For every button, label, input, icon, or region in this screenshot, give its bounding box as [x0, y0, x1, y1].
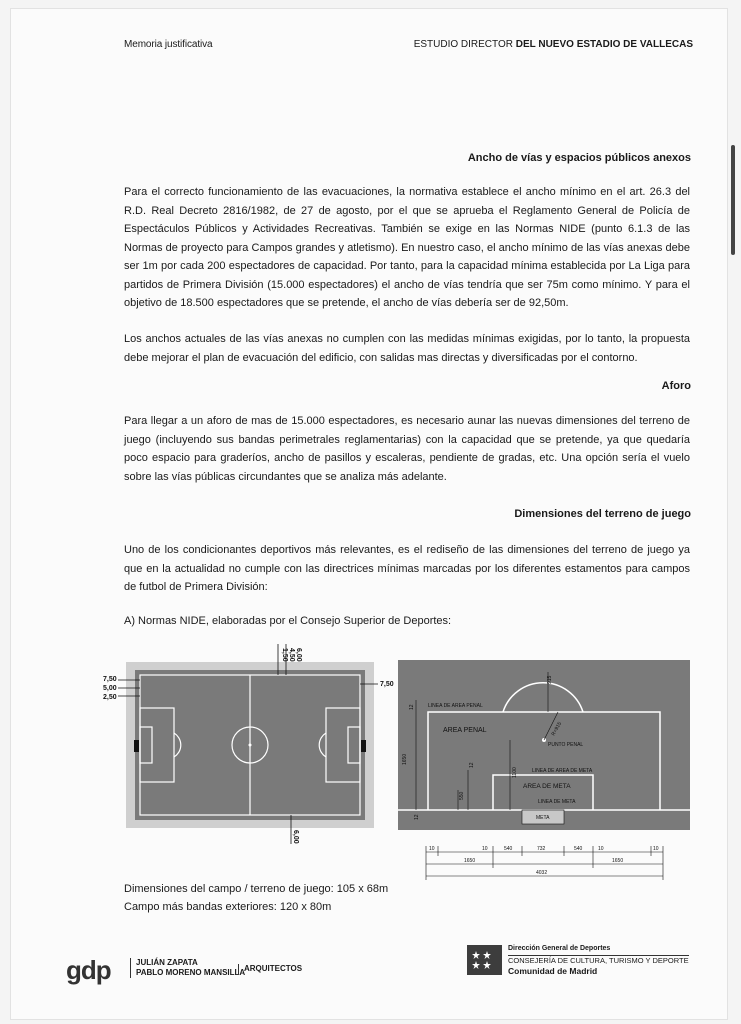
name-2: PABLO MORENO MANSILLA — [136, 968, 246, 977]
comunidad-madrid: Comunidad de Madrid — [508, 966, 598, 976]
dim-1650-left: 1650 — [464, 858, 476, 864]
dim-550: 550 — [459, 791, 465, 800]
dim-arc: 915 — [547, 675, 553, 684]
label-area-penal: AREA PENAL — [443, 727, 487, 734]
arquitectos-label: ARQUITECTOS — [238, 964, 302, 974]
label-meta: META — [536, 815, 550, 821]
nide-label: A) Normas NIDE, elaboradas por el Consejo Superior de Deportes: — [124, 615, 452, 627]
label-linea-area-meta: LINEA DE AREA DE META — [532, 768, 593, 774]
caption-dimensions: Dimensiones del campo / terreno de juego: 105 x 68m — [124, 883, 389, 895]
dim-left-1: 7,50 — [103, 676, 117, 683]
label-linea-meta: LINEA DE META — [538, 799, 576, 805]
section-title-ancho: Ancho de vías y espacios públicos anexos — [467, 152, 691, 164]
paragraph-aforo: Para llegar a un aforo de mas de 15.000 espectadores, es necesario aunar las nuevas dimensiones del terreno de juego (incluyendo sus bandas perimetrales reglamentarias) con la capacidad que se pretende, ya que quedaría poco espacio para graderíos, ancho de pasillos y escaleras, pendiente de gradas, etc. Una opción sería el vuelo sobre las vías públicas circundantes que se analiza más adelante. — [124, 415, 690, 483]
section-title-aforo: Aforo — [661, 380, 691, 392]
dim-b-1: 10 — [429, 846, 435, 852]
pitch-diagram — [98, 640, 398, 850]
architects-names — [130, 958, 245, 978]
paragraph-ancho-2: Los anchos actuales de las vías anexas no cumplen con las medidas mínimas exigidas, por lo tanto, la propuesta debe mejorar el plan de evacuación del edificio, con salidas mas directas y diversificadas por el contorno. — [124, 333, 690, 364]
dim-4032: 4032 — [536, 870, 548, 876]
dim-b-3: 540 — [504, 846, 513, 852]
dim-1100: 1100 — [512, 767, 518, 778]
dim-b-4: 732 — [537, 846, 546, 852]
dim-bottom: 6,00 — [292, 830, 299, 844]
direccion-general: Dirección General de Deportes — [508, 944, 689, 956]
dim-b-5: 540 — [574, 846, 583, 852]
dim-1650-right: 1650 — [612, 858, 624, 864]
label-punto-penal: PUNTO PENAL — [548, 742, 584, 748]
dim-b-7: 10 — [653, 846, 659, 852]
gdp-logo: gdp — [66, 955, 111, 985]
dim-top-3: 1,50 — [281, 648, 288, 662]
label-area-meta: AREA DE META — [523, 783, 571, 790]
consejeria: CONSEJERÍA DE CULTURA, TURISMO Y DEPORTE — [508, 955, 689, 965]
dim-left-top: 12 — [409, 704, 415, 710]
label-linea-area-penal: LINEA DE AREA PENAL — [428, 703, 483, 709]
dim-b-2: 10 — [482, 846, 488, 852]
dim-12a: 12 — [469, 762, 475, 768]
comunidad-madrid-text — [508, 944, 689, 977]
dim-12b: 12 — [414, 814, 420, 820]
caption-bands: Campo más bandas exteriores: 120 x 80m — [124, 901, 332, 913]
dim-right: 7,50 — [380, 681, 394, 688]
dim-left-3: 2,50 — [103, 694, 117, 701]
dim-left-2: 5,00 — [103, 685, 117, 692]
name-1: JULIÁN ZAPATA — [136, 958, 198, 967]
dim-b-6: 10 — [598, 846, 604, 852]
dim-radius: R=915 — [550, 721, 564, 737]
penalty-area-diagram — [398, 660, 693, 885]
dim-top-1: 6,00 — [295, 648, 302, 662]
section-title-dimensiones: Dimensiones del terreno de juego — [514, 508, 691, 520]
header-right — [414, 39, 693, 50]
header-right-prefix: ESTUDIO DIRECTOR — [413, 39, 513, 50]
header-left: Memoria justificativa — [124, 39, 213, 50]
dim-top-2: 4,50 — [288, 648, 295, 662]
comunidad-madrid-flag-icon — [467, 945, 502, 975]
scrollbar[interactable] — [731, 145, 735, 255]
dim-left-height: 1650 — [402, 753, 408, 765]
paragraph-dimensiones: Uno de los condicionantes deportivos más relevantes, es el rediseño de las dimensiones del terreno de juego ya que en la actualidad no cumple con las directrices mínimas marcadas por los diferentes estamentos para campos de futbol de Primera División: — [124, 544, 690, 593]
header-right-bold: DEL NUEVO ESTADIO DE VALLECAS — [515, 39, 693, 50]
paragraph-ancho-1: Para el correcto funcionamiento de las evacuaciones, la normativa establece el ancho mínimo en el art. 26.3 del R.D. Real Decreto 2816/1982, de 27 de agosto, por el que se aprueba el Reglamento General de Policía de Espectáculos Públicos y Actividades Recreativas. También se exige en las Normas NIDE (punto 6.1.3 de las Normas de proyecto para Campos grandes y atletismo). En nuestro caso, el ancho mínimo de las vías anexas debe ser 1m por cada 200 espectadores de capacidad. Por tanto, para la capacidad mínima establecida por La Liga para partidos de Primera División (15.000 espectadores) el ancho de vías tendría que ser 75m como mínimo. Y para el objetivo de 18.500 espectadores que se pretende, el ancho de vías debería ser de 92,50m. — [124, 186, 690, 309]
